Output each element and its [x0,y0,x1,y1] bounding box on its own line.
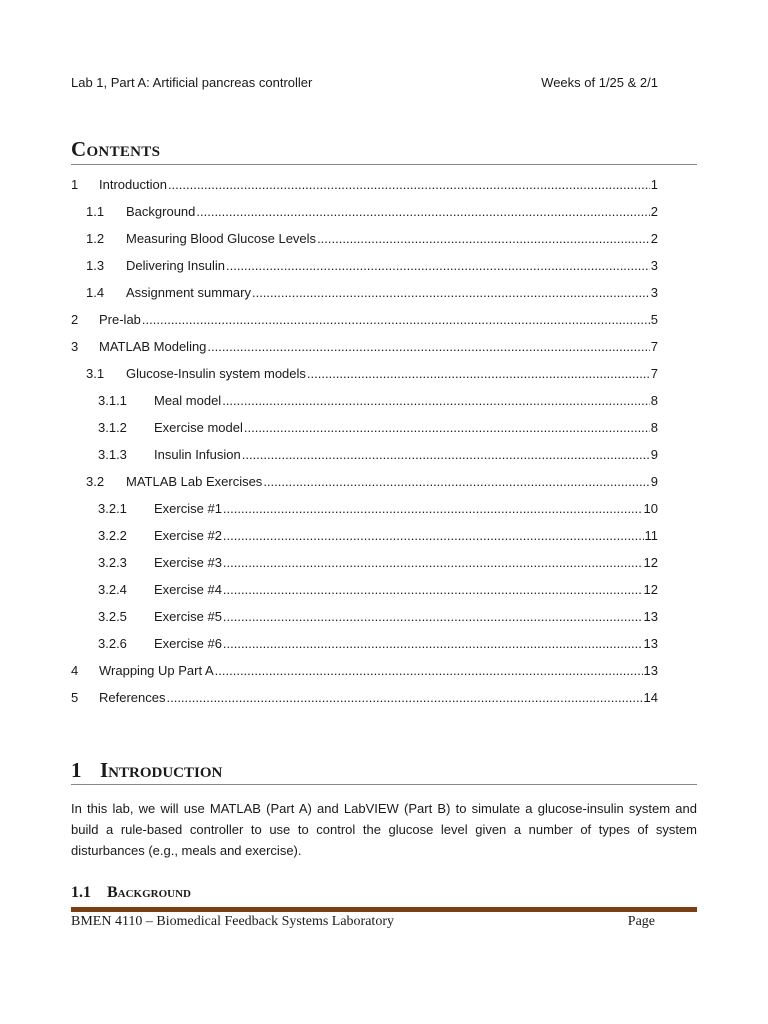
introduction-paragraph: In this lab, we will use MATLAB (Part A) and LabVIEW (Part B) to simulate a glucose-insulin system and build a rule-based controller to use to control the glucose level given a number of types of system disturbances (e.g., meals and exercise). [71,801,697,858]
toc-entry-number: 1.4 [86,285,105,300]
toc-entry-page: 13 [643,636,658,651]
toc-leader-dots [223,555,643,570]
toc-entry[interactable] [71,663,658,690]
toc-entry-number: 3.2.6 [98,636,127,651]
toc-entry-title: Glucose-Insulin system models [126,366,306,381]
toc-entry[interactable] [71,501,658,528]
toc-entry-page: 10 [643,501,658,516]
toc-entry-page: 8 [650,393,658,408]
toc-entry-page: 13 [643,609,658,624]
toc-entry-title: Exercise #1 [154,501,222,516]
toc-entry[interactable] [71,258,658,285]
toc-entry[interactable] [71,447,658,474]
toc-entry-page: 5 [650,312,658,327]
toc-entry-title: Background [126,204,196,219]
toc-entry-title: Delivering Insulin [126,258,225,273]
section-number: 1 [71,758,82,782]
toc-leader-dots [223,582,643,597]
toc-entry[interactable] [71,555,658,582]
toc-entry-title: Insulin Infusion [154,447,241,462]
toc-entry-page: 1 [650,177,658,192]
toc-leader-dots [207,339,649,354]
toc-entry-number: 3.2 [86,474,105,489]
toc-entry-title: Assignment summary [126,285,251,300]
toc-entry-number: 4 [71,663,79,678]
toc-entry-number: 3.2.1 [98,501,127,516]
toc-leader-dots [166,690,642,705]
toc-leader-dots [307,366,650,381]
toc-entry-page: 9 [650,474,658,489]
toc-leader-dots [252,285,650,300]
subsection-title: Background [107,884,192,901]
toc-entry-page: 7 [650,366,658,381]
toc-leader-dots [244,420,650,435]
toc-leader-dots [317,231,650,246]
toc-leader-dots [196,204,649,219]
page-footer [71,914,655,930]
toc-entry-page: 2 [650,204,658,219]
toc-entry-title: Exercise #4 [154,582,222,597]
section-heading-introduction [71,758,697,785]
toc-leader-dots [222,393,650,408]
toc-entry-title: Wrapping Up Part A [99,663,214,678]
toc-entry[interactable] [71,339,658,366]
header-weeks: Weeks of 1/25 & 2/1 [541,75,658,90]
toc-entry-number: 1.3 [86,258,105,273]
toc-entry-number: 3.1 [86,366,105,381]
toc-leader-dots [223,501,643,516]
subsection-heading-background [71,884,191,902]
toc-entry[interactable] [71,636,658,663]
subsection-number: 1.1 [71,884,91,901]
contents-heading: Contents [71,137,697,165]
toc-entry[interactable] [71,285,658,312]
table-of-contents [71,177,658,717]
toc-entry[interactable] [71,420,658,447]
toc-entry-title: Exercise #2 [154,528,222,543]
toc-leader-dots [168,177,650,192]
toc-leader-dots [223,636,643,651]
toc-entry[interactable] [71,690,658,717]
toc-entry-page: 3 [650,285,658,300]
toc-entry-title: References [99,690,166,705]
toc-entry-number: 2 [71,312,79,327]
toc-entry-title: MATLAB Modeling [99,339,207,354]
toc-entry[interactable] [71,204,658,231]
toc-entry-title: Meal model [154,393,222,408]
toc-entry-number: 5 [71,690,79,705]
toc-leader-dots [263,474,649,489]
toc-leader-dots [242,447,650,462]
page-header [71,75,658,90]
toc-entry-page: 11 [644,528,658,543]
toc-entry-page: 12 [643,555,658,570]
toc-entry[interactable] [71,474,658,501]
toc-leader-dots [223,609,643,624]
footer-rule [71,907,697,912]
toc-entry-number: 3.2.5 [98,609,127,624]
toc-entry[interactable] [71,393,658,420]
toc-entry-page: 9 [650,447,658,462]
toc-entry-title: Exercise #3 [154,555,222,570]
toc-entry-number: 3.2.3 [98,555,127,570]
toc-entry[interactable] [71,177,658,204]
toc-entry-number: 3.1.3 [98,447,127,462]
section-title: Introduction [100,758,223,782]
toc-entry[interactable] [71,312,658,339]
toc-entry-title: Exercise model [154,420,243,435]
header-title: Lab 1, Part A: Artificial pancreas controller [71,75,313,90]
toc-entry-title: Exercise #5 [154,609,222,624]
toc-entry-number: 3.2.4 [98,582,127,597]
toc-entry-page: 14 [643,690,658,705]
toc-entry-number: 1.2 [86,231,105,246]
toc-entry-number: 1 [71,177,79,192]
toc-entry-page: 3 [650,258,658,273]
toc-entry-page: 2 [650,231,658,246]
footer-page-label: Page [627,914,655,929]
toc-leader-dots [215,663,643,678]
toc-entry-number: 3.1.2 [98,420,127,435]
toc-entry-page: 7 [650,339,658,354]
toc-entry-number: 3.1.1 [98,393,127,408]
toc-entry-number: 1.1 [86,204,105,219]
toc-entry-title: Introduction [99,177,167,192]
toc-entry[interactable] [71,582,658,609]
toc-leader-dots [142,312,650,327]
toc-entry-page: 13 [643,663,658,678]
footer-course: BMEN 4110 – Biomedical Feedback Systems Laboratory [71,914,394,929]
toc-entry-title: Pre-lab [99,312,141,327]
toc-entry[interactable] [71,528,658,555]
toc-entry-number: 3.2.2 [98,528,127,543]
toc-entry-number: 3 [71,339,79,354]
toc-entry[interactable] [71,231,658,258]
toc-entry-page: 12 [643,582,658,597]
toc-entry-page: 8 [650,420,658,435]
toc-entry[interactable] [71,609,658,636]
toc-leader-dots [223,528,644,543]
toc-entry-title: Measuring Blood Glucose Levels [126,231,317,246]
toc-leader-dots [226,258,650,273]
toc-entry-title: Exercise #6 [154,636,222,651]
toc-entry-title: MATLAB Lab Exercises [126,474,263,489]
toc-entry[interactable] [71,366,658,393]
